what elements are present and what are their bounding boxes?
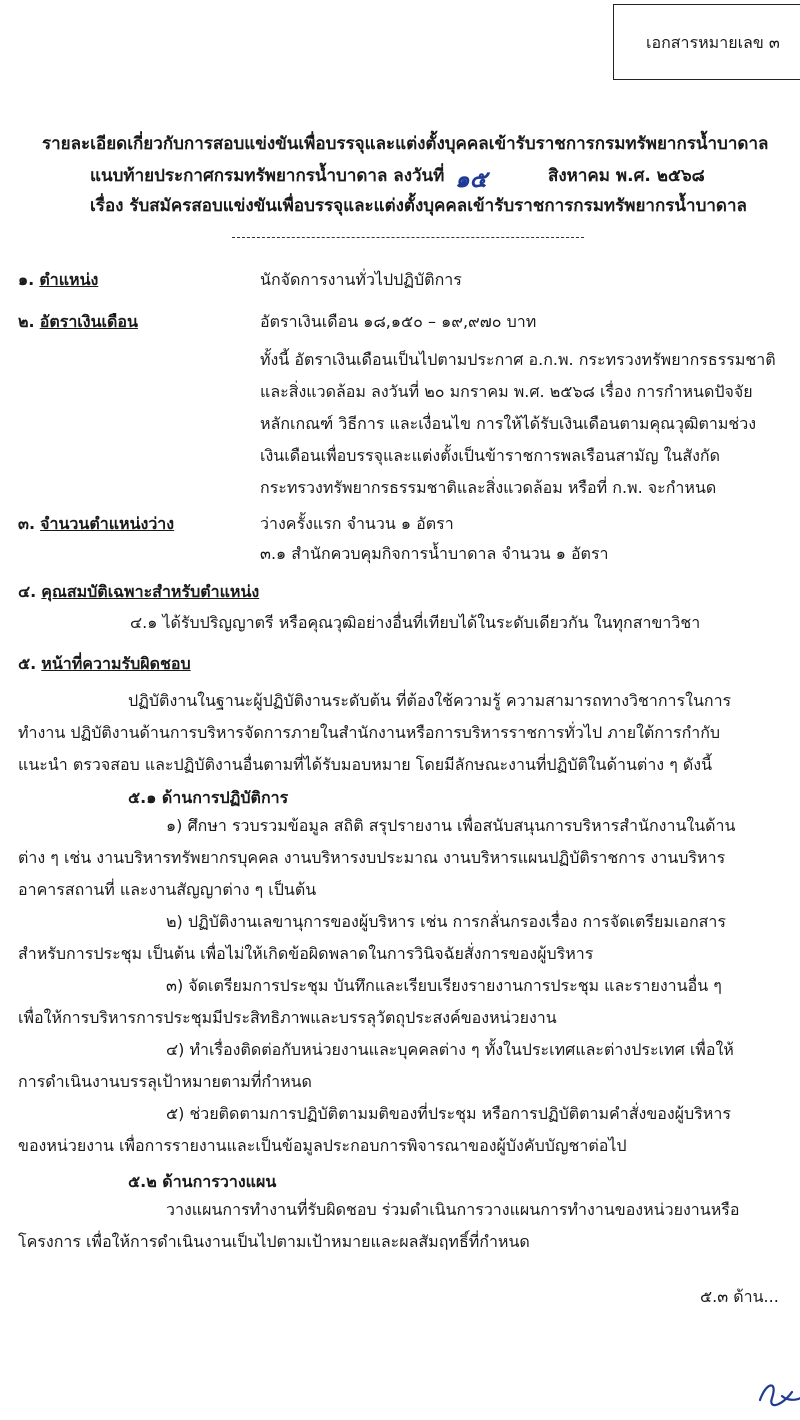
section-1-number: ๑. [18,270,35,289]
task-line: ๔) ทำเรื่องติดต่อกับหน่วยงานและบุคคลต่าง ๆ ทั้งในประเทศและต่างประเทศ เพื่อให้ [166,1040,734,1059]
section-2-note-line: กระทรวงทรัพยากรธรรมชาติและสิ่งแวดล้อม หรือที่ ก.พ. จะกำหนด [260,478,717,497]
section-3-label: จำนวนตำแหน่งว่าง [40,514,175,533]
task-line: ต่าง ๆ เช่น งานบริหารทรัพยากรบุคคล งานบริหารงบประมาณ งานบริหารแผนปฏิบัติราชการ งานบริหาร [18,848,726,867]
section-4-item: ๔.๑ ได้รับปริญญาตรี หรือคุณวุฒิอย่างอื่นที่เทียบได้ในระดับเดียวกัน ในทุกสาขาวิชา [130,613,701,632]
section-1-heading [18,268,98,293]
section-2-note-line: และสิ่งแวดล้อม ลงวันที่ ๒๐ มกราคม พ.ศ. ๒๕๖๘ เรื่อง การกำหนดปัจจัย [260,382,753,401]
section-2-note-line: เงินเดือนเพื่อบรรจุและแต่งตั้งเป็นข้าราชการพลเรือนสามัญ ในสังกัด [260,446,720,465]
section-5-intro-line: แนะนำ ตรวจสอบ และปฏิบัติงานอื่นตามที่ได้รับมอบหมาย โดยมีลักษณะงานที่ปฏิบัติในด้านต่าง ๆ ดังนี้ [18,755,713,774]
section-5-intro-line: ปฏิบัติงานในฐานะผู้ปฏิบัติงานระดับต้น ที่ต้องใช้ความรู้ ความสามารถทางวิชาการในการ [128,691,732,710]
task-line: ๓) จัดเตรียมการประชุม บันทึกและเรียบเรียงรายงานการประชุม และรายงานอื่น ๆ [166,976,722,995]
section-2-note-line: หลักเกณฑ์ วิธีการ และเงื่อนไข การให้ได้รับเงินเดือนตามคุณวุฒิตามช่วง [260,414,757,433]
section-5-number: ๕. [18,654,37,673]
section-3-sub: ๓.๑ สำนักควบคุมกิจการน้ำบาดาล จำนวน ๑ อัตรา [260,544,609,563]
section-2-value: อัตราเงินเดือน ๑๘,๑๕๐ – ๑๙,๙๗๐ บาท [260,312,537,331]
subsection-5-2-title: ๕.๒ ด้านการวางแผน [128,1172,277,1191]
section-3-heading [18,512,174,537]
continue-marker: ๕.๓ ด้าน... [700,1287,779,1306]
separator-line [232,237,584,238]
section-2-number: ๒. [18,312,35,331]
section-4-heading [18,580,259,605]
planning-line: โครงการ เพื่อให้การดำเนินงานเป็นไปตามเป้าหมายและผลสัมฤทธิ์ที่กำหนด [18,1232,530,1251]
task-line: ๕) ช่วยติดตามการปฏิบัติตามมติของที่ประชุม หรือการปฏิบัติตามคำสั่งของผู้บริหาร [166,1104,731,1123]
signature-mark [752,1370,800,1420]
section-3-number: ๓. [18,514,36,533]
header-handwritten-day: ๑๕ [455,167,488,193]
section-2-label: อัตราเงินเดือน [39,312,138,331]
section-3-value: ว่างครั้งแรก จำนวน ๑ อัตรา [260,514,454,533]
section-5-intro-line: ทำงาน ปฏิบัติงานด้านการบริหารจัดการภายในสำนักงานหรือการบริหารราชการทั่วไป ภายใต้การกำกับ [18,723,721,742]
planning-line: วางแผนการทำงานที่รับผิดชอบ ร่วมดำเนินการวางแผนการทำงานของหน่วยงานหรือ [166,1200,740,1219]
section-2-note [260,344,776,504]
section-2-note-line: ทั้งนี้ อัตราเงินเดือนเป็นไปตามประกาศ อ.ก.พ. กระทรวงทรัพยากรธรรมชาติ [260,350,776,369]
section-4-number: ๔. [18,582,37,601]
document-number-label: เอกสารหมายเลข ๓ [646,33,780,52]
header-line-2-suffix: สิงหาคม พ.ศ. ๒๕๖๘ [548,166,705,186]
task-line: สำหรับการประชุม เป็นต้น เพื่อไม่ให้เกิดข้อผิดพลาดในการวินิจฉัยสั่งการของผู้บริหาร [18,944,594,963]
section-2-heading [18,310,138,335]
section-1-value: นักจัดการงานทั่วไปปฏิบัติการ [260,270,462,289]
task-line: การดำเนินงานบรรลุเป้าหมายตามที่กำหนด [18,1072,312,1091]
task-line: ๑) ศึกษา รวบรวมข้อมูล สถิติ สรุปรายงาน เพื่อสนับสนุนการบริหารสำนักงานในด้าน [166,816,736,835]
header-line-1: รายละเอียดเกี่ยวกับการสอบแข่งขันเพื่อบรรจุและแต่งตั้งบุคคลเข้ารับราชการกรมทรัพยากรน้ำบาดาล [42,134,769,154]
section-5-label: หน้าที่ความรับผิดชอบ [41,654,191,673]
section-5-heading [18,652,191,677]
subsection-5-1-title: ๕.๑ ด้านการปฏิบัติการ [128,788,289,807]
task-line: อาคารสถานที่ และงานสัญญาต่าง ๆ เป็นต้น [18,880,317,899]
header-line-3: เรื่อง รับสมัครสอบแข่งขันเพื่อบรรจุและแต่งตั้งบุคคลเข้ารับราชการกรมทรัพยากรน้ำบาดาล [90,196,747,216]
document-number-box [613,4,800,80]
task-line: ของหน่วยงาน เพื่อการรายงานและเป็นข้อมูลประกอบการพิจารณาของผู้บังคับบัญชาต่อไป [18,1136,627,1155]
header-line-2-prefix: แนบท้ายประกาศกรมทรัพยากรน้ำบาดาล ลงวันที่ [90,166,445,186]
task-line: ๒) ปฏิบัติงานเลขานุการของผู้บริหาร เช่น การกลั่นกรองเรื่อง การจัดเตรียมเอกสาร [166,912,726,931]
task-line: เพื่อให้การบริหารการประชุมมีประสิทธิภาพและบรรลุวัตถุประสงค์ของหน่วยงาน [18,1008,557,1027]
section-4-label: คุณสมบัติเฉพาะสำหรับตำแหน่ง [41,582,260,601]
section-1-label: ตำแหน่ง [39,270,99,289]
